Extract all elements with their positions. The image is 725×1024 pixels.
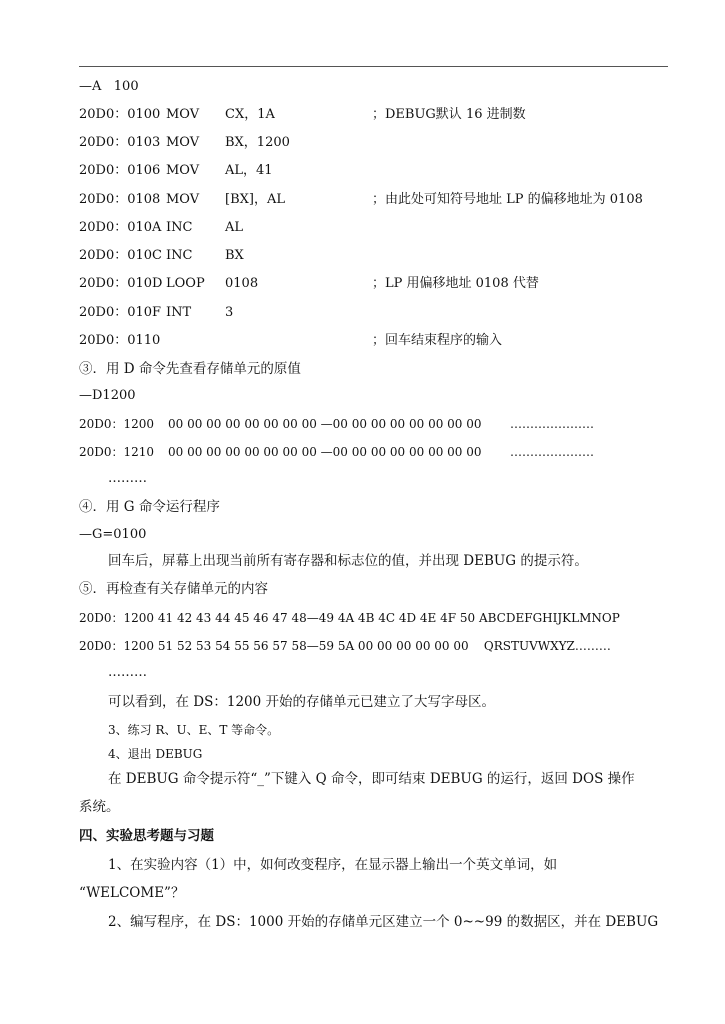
dump-ellipsis: ………: [108, 665, 147, 680]
quit-paragraph-line2: 系统。: [79, 799, 120, 815]
asm-comment: ；LP 用偏移地址 0108 代替: [372, 276, 539, 291]
quit-paragraph-line1: 在 DEBUG 命令提示符“_”下键入 Q 命令，即可结束 DEBUG 的运行，返回 DOS 操作: [108, 771, 635, 787]
asm-comment: ；DEBUG默认 16 进制数: [372, 107, 526, 122]
asm-opcode: MOV: [166, 163, 200, 178]
asm-address: 20D0：0110: [79, 333, 161, 348]
question-1-line1: 1、在实验内容（1）中，如何改变程序，在显示器上输出一个英文单词，如: [108, 857, 558, 873]
asm-address: 20D0：010D: [79, 276, 163, 291]
asm-comment: ；回车结束程序的输入: [372, 333, 503, 348]
section4-heading: 四、实验思考题与习题: [79, 828, 214, 844]
step4-text: 回车后，屏幕上出现当前所有寄存器和标志位的值，并出现 DEBUG 的提示符。: [108, 553, 588, 569]
asm-address: 20D0：0108: [79, 192, 161, 207]
dump-address: 20D0：1210: [79, 445, 155, 459]
asm-operand: 0108: [225, 276, 259, 291]
step3-command: —D1200: [79, 388, 136, 403]
asm-operand: BX: [225, 248, 244, 263]
question-2: 2、编写程序，在 DS：1000 开始的存储单元区建立一个 0~~99 的数据区，并在 DEBUG: [108, 914, 659, 930]
step4-heading: ④．用 G 命令运行程序: [79, 499, 220, 515]
asm-operand: [BX]，AL: [225, 192, 285, 207]
asm-opcode: MOV: [166, 107, 200, 122]
asm-address: 20D0：0106: [79, 163, 161, 178]
dump-line: 20D0：1200 51 52 53 54 55 56 57 58—59 5A 00 00 00 00 00 00 QRSTUVWXYZ………: [79, 639, 611, 653]
asm-address: 20D0：010F: [79, 305, 162, 320]
asm-opcode: INC: [166, 248, 193, 263]
dump-hex: 00 00 00 00 00 00 00 00 —00 00 00 00 00 00 00 00: [168, 445, 482, 459]
asm-operand: CX，1A: [225, 107, 275, 122]
header-rule: [79, 66, 668, 67]
asm-opcode: MOV: [166, 192, 200, 207]
step5-heading: ⑤．再检查有关存储单元的内容: [79, 581, 268, 597]
dump-hex: 00 00 00 00 00 00 00 00 —00 00 00 00 00 00 00 00: [168, 417, 482, 431]
asm-address: 20D0：010A: [79, 220, 162, 235]
step3-heading: ③．用 D 命令先查看存储单元的原值: [79, 361, 301, 377]
asm-operand: AL，41: [225, 163, 273, 178]
asm-address: 20D0：010C: [79, 248, 162, 263]
dump-address: 20D0：1200: [79, 417, 155, 431]
asm-command: —A 100: [79, 79, 139, 94]
asm-opcode: LOOP: [166, 276, 205, 291]
dump-ascii: …………………: [510, 445, 594, 459]
asm-address: 20D0：0100: [79, 107, 161, 122]
item-4: 4、退出 DEBUG: [108, 747, 203, 761]
item-3: 3、练习 R、U、E、T 等命令。: [108, 723, 280, 737]
asm-operand: 3: [225, 305, 234, 320]
asm-opcode: INT: [166, 305, 192, 320]
dump-ellipsis: ………: [108, 471, 147, 486]
asm-comment: ；由此处可知符号地址 LP 的偏移地址为 0108: [372, 192, 643, 207]
asm-operand: BX，1200: [225, 135, 290, 150]
dump-ascii: …………………: [510, 417, 594, 431]
step5-text: 可以看到，在 DS：1200 开始的存储单元已建立了大写字母区。: [108, 694, 496, 710]
dump-line: 20D0：1200 41 42 43 44 45 46 47 48—49 4A 4B 4C 4D 4E 4F 50 ABCDEFGHIJKLMNOP: [79, 611, 620, 625]
asm-opcode: INC: [166, 220, 193, 235]
asm-opcode: MOV: [166, 135, 200, 150]
step4-command: —G=0100: [79, 527, 147, 542]
asm-operand: AL: [225, 220, 244, 235]
question-1-line2: “WELCOME”？: [79, 885, 185, 901]
asm-address: 20D0：0103: [79, 135, 161, 150]
